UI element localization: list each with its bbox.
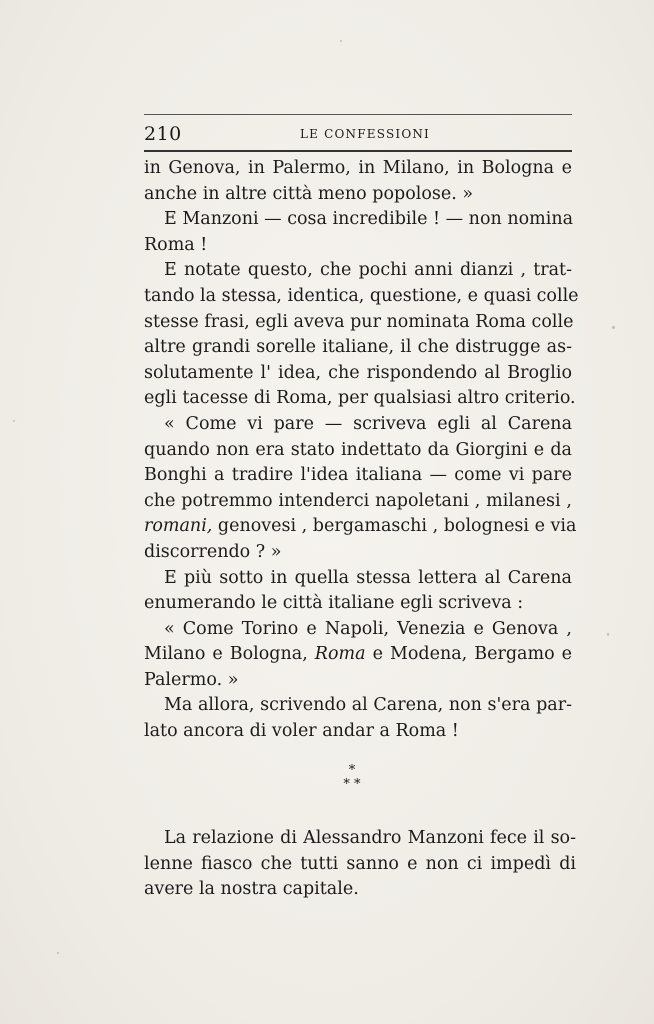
running-title: LE CONFESSIONI bbox=[300, 127, 430, 141]
closing-paragraph bbox=[144, 826, 576, 903]
text-line: in Genova, in Palermo, in Milano, in Bologna e bbox=[144, 158, 572, 178]
text-line: Palermo. » bbox=[144, 669, 239, 690]
text-line: « Come Torino e Napoli, Venezia e Genova , bbox=[164, 618, 572, 639]
text-line: tando la stessa, identica, questione, e quasi colle bbox=[144, 285, 579, 306]
text-line: Ma allora, scrivendo al Carena, non s'era par- bbox=[164, 695, 572, 716]
italic-text: Roma bbox=[314, 644, 366, 665]
text-line: Roma ! bbox=[144, 234, 208, 255]
text-line: « Come vi pare — scriveva egli al Carena bbox=[164, 413, 572, 434]
text-line: altre grandi sorelle italiane, il che distrugge as- bbox=[144, 337, 572, 358]
header-rule-bottom bbox=[144, 150, 572, 152]
header-rule-top bbox=[144, 114, 572, 115]
asterism-bottom: * * bbox=[343, 777, 361, 792]
paper-speck bbox=[57, 952, 59, 954]
text-line: che potremmo intenderci napoletani , milanesi , bbox=[144, 490, 572, 511]
text-line: stesse frasi, egli aveva pur nominata Roma colle bbox=[144, 311, 574, 332]
text-span: genovesi , bergamaschi , bolognesi e via bbox=[212, 516, 577, 537]
text-line: lenne fiasco che tutti sanno e non ci impedì di bbox=[144, 853, 576, 874]
text-span: Milano e Bologna, bbox=[144, 644, 315, 665]
text-line: Bonghi a tradire l'idea italiana — come vi pare bbox=[144, 465, 572, 486]
italic-text: romani, bbox=[144, 516, 213, 537]
text-line: enumerando le città italiane egli scriveva : bbox=[144, 593, 524, 614]
paper-speck bbox=[612, 326, 615, 329]
text-line bbox=[144, 514, 577, 540]
text-line: E Manzoni — cosa incredibile ! — non nomina bbox=[164, 209, 574, 230]
asterism-top: * bbox=[348, 763, 356, 778]
text-span: e Modena, Bergamo e bbox=[365, 644, 572, 665]
paper-speck bbox=[607, 633, 609, 636]
text-line: egli tacesse di Roma, per qualsiasi altro criterio. bbox=[144, 388, 576, 409]
body-text bbox=[144, 156, 579, 745]
page-number: 210 bbox=[144, 123, 182, 145]
paper-speck bbox=[13, 420, 15, 422]
text-line: lato ancora di voler andar a Roma ! bbox=[144, 721, 459, 742]
text-line: discorrendo ? » bbox=[144, 541, 282, 562]
text-line: E più sotto in quella stessa lettera al Carena bbox=[164, 567, 572, 588]
paper-speck bbox=[340, 40, 342, 42]
text-line: E notate questo, che pochi anni dianzi , trat- bbox=[164, 260, 572, 281]
text-line: avere la nostra capitale. bbox=[144, 879, 359, 900]
text-line: La relazione di Alessandro Manzoni fece il so- bbox=[164, 828, 576, 848]
text-line bbox=[144, 642, 572, 668]
asterism bbox=[330, 764, 374, 792]
text-line: solutamente l' idea, che rispondendo al Broglio bbox=[144, 362, 572, 383]
text-line: quando non era stato indettato da Giorgini e da bbox=[144, 439, 572, 460]
text-line: anche in altre città meno popolose. » bbox=[144, 183, 474, 204]
